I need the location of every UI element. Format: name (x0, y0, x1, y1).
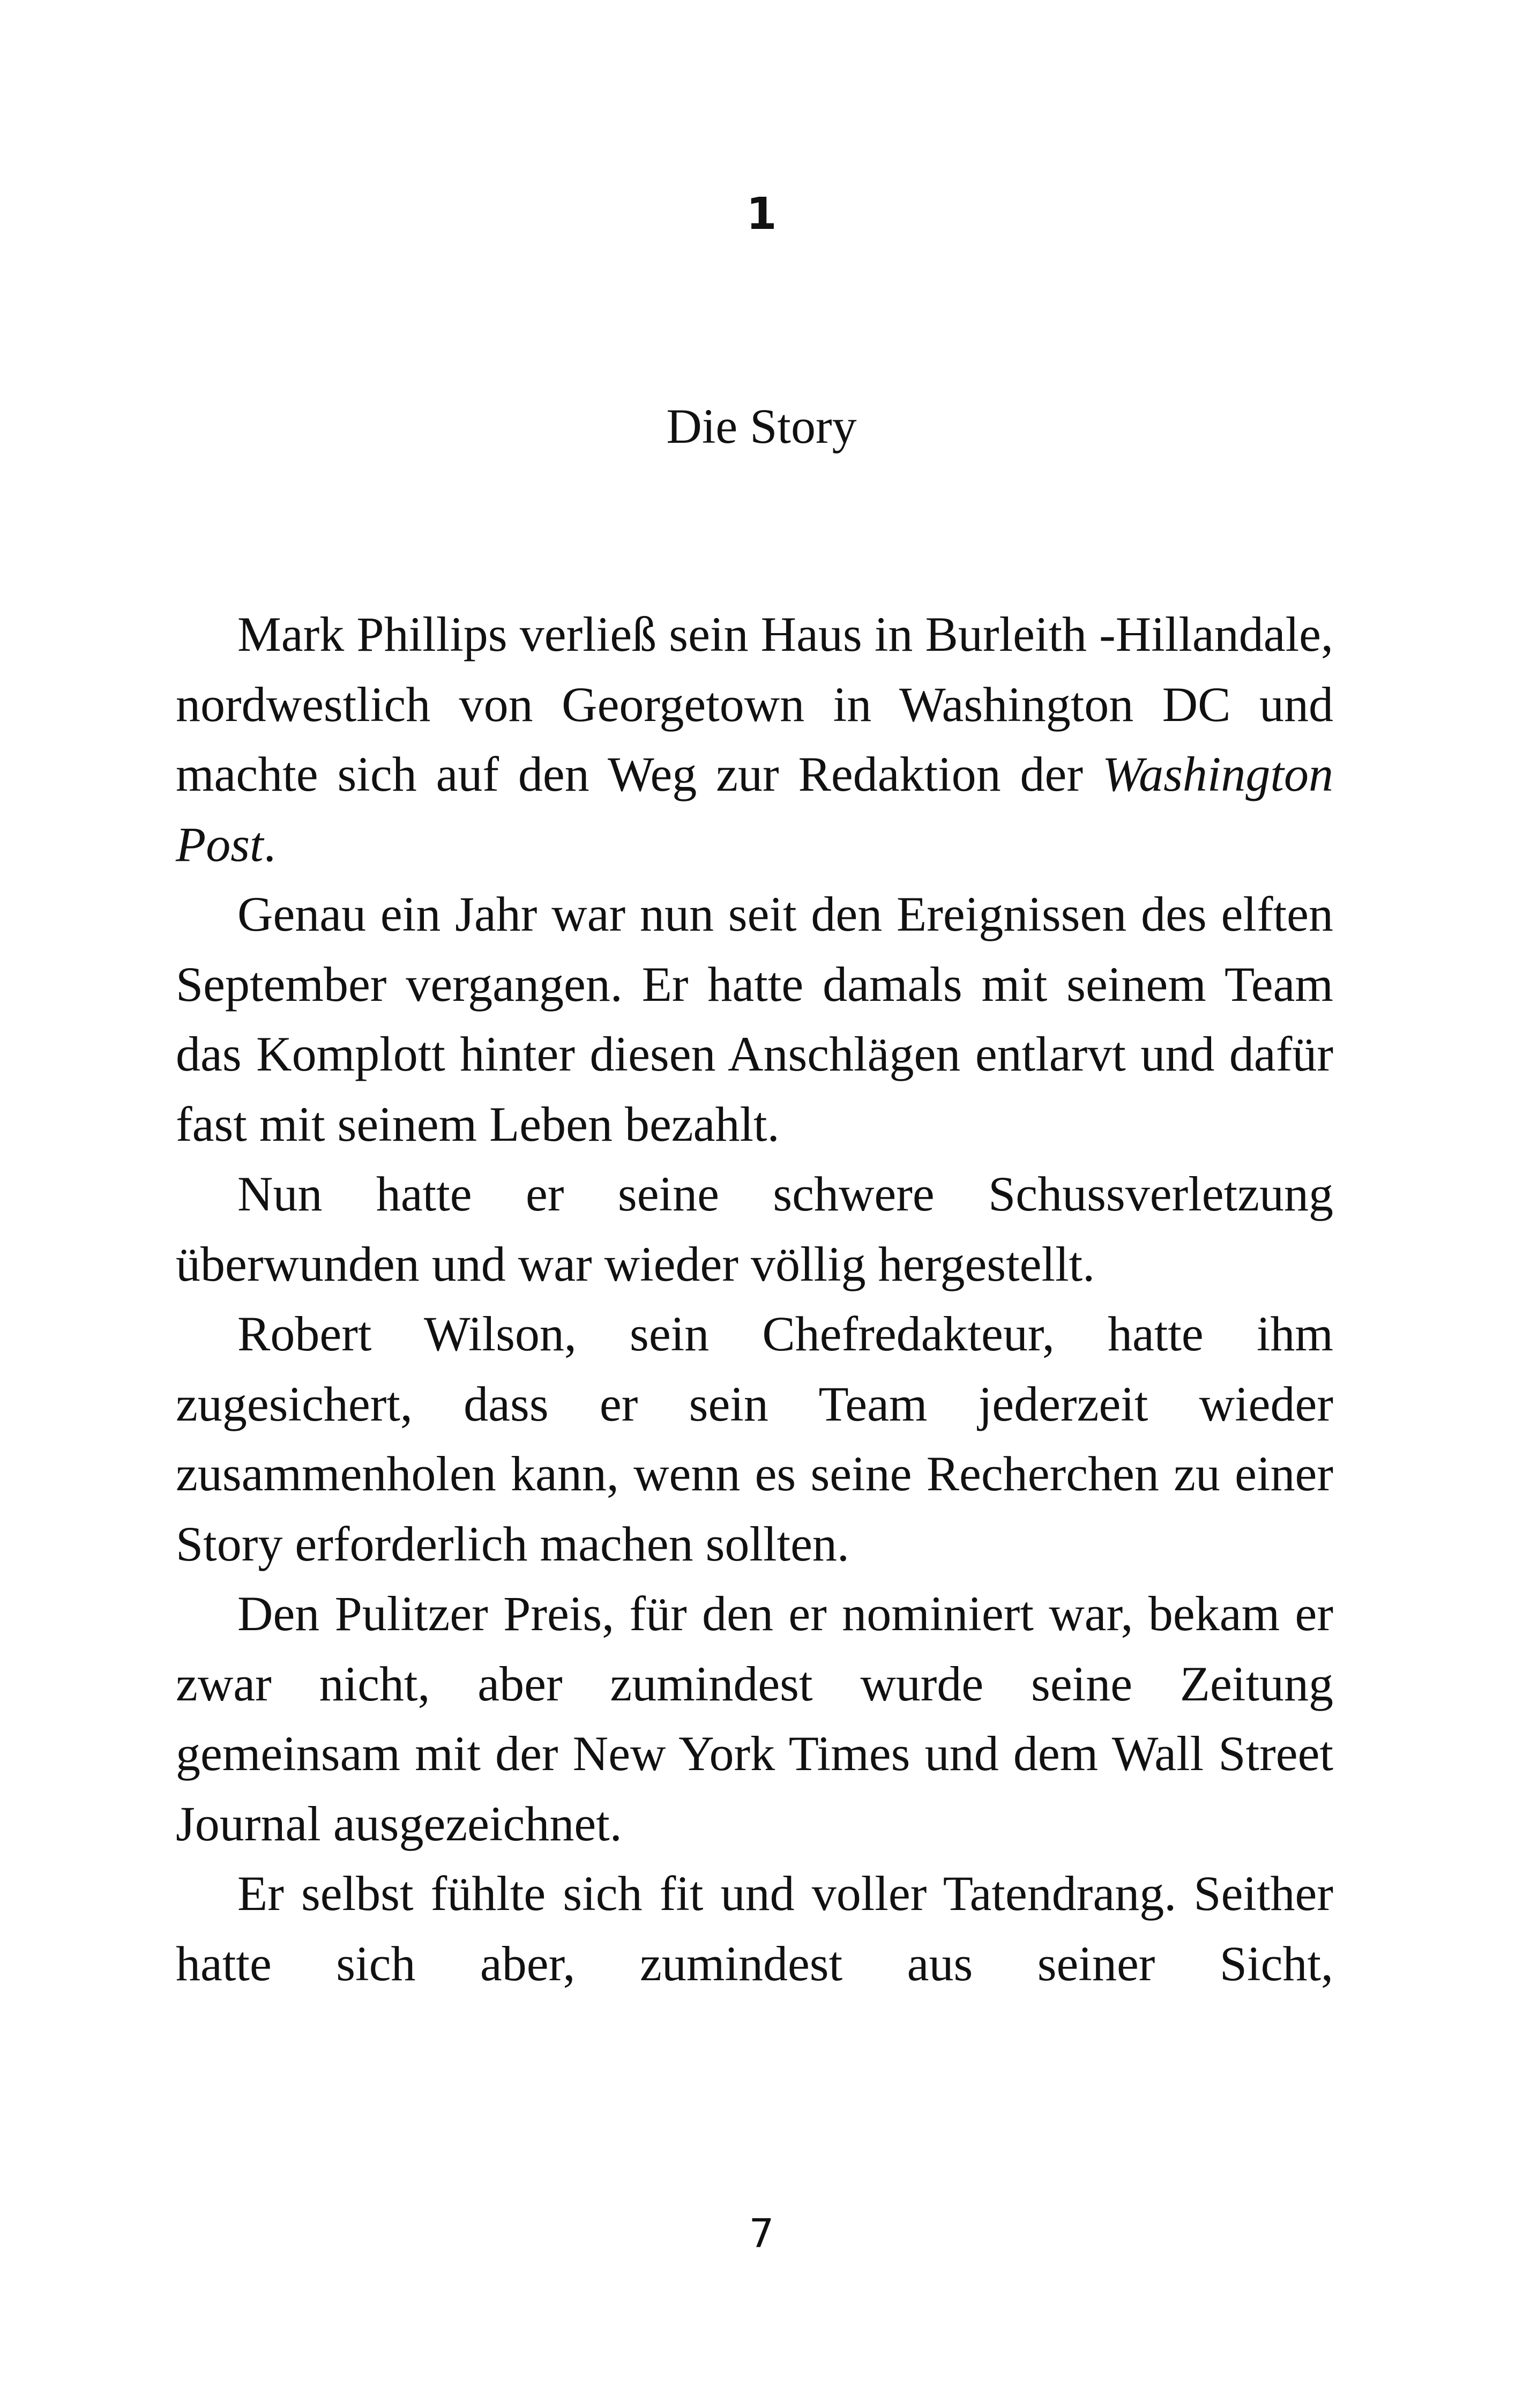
page-number: 7 (749, 2211, 774, 2257)
paragraph: Robert Wilson, sein Chefredakteur, hatte ihm zugesichert, dass er sein Team jederzeit wieder zusammenholen kann, wenn es seine Recherchen zu einer Story erforderlich machen sollten. (176, 1306, 1333, 1571)
paragraph: Er selbst fühlte sich fit und voller Tatendrang. Seither hatte sich aber, zumindest aus seiner Sicht, (176, 1866, 1333, 1991)
paragraph-text: . (263, 816, 276, 872)
paragraph (176, 599, 1333, 879)
chapter-number: 1 (746, 189, 777, 240)
paragraph: Den Pulitzer Preis, für den er nominiert war, bekam er zwar nicht, aber zumindest wurde seine Zeitung gemeinsam mit der New York Times und dem Wall Street Journal ausgezeichnet. (176, 1586, 1333, 1851)
chapter-title: Die Story (666, 399, 857, 454)
paragraph: Genau ein Jahr war nun seit den Ereignissen des elften September vergangen. Er hatte damals mit seinem Team das Komplott hinter diesen Anschlägen entlarvt und dafür fast mit seinem Leben bezahlt. (176, 887, 1333, 1151)
newspaper-name: Washington Post (176, 747, 1333, 872)
paragraph: Nun hatte er seine schwere Schussverletzung überwunden und war wieder völlig hergestellt. (176, 1166, 1333, 1291)
body-text (176, 599, 1333, 1998)
paragraph-text: Mark Phillips verließ sein Haus in Burleith -Hillandale, nordwestlich von Georgetown in Washington DC und machte sich auf den Weg zur Redaktion der (176, 607, 1333, 801)
